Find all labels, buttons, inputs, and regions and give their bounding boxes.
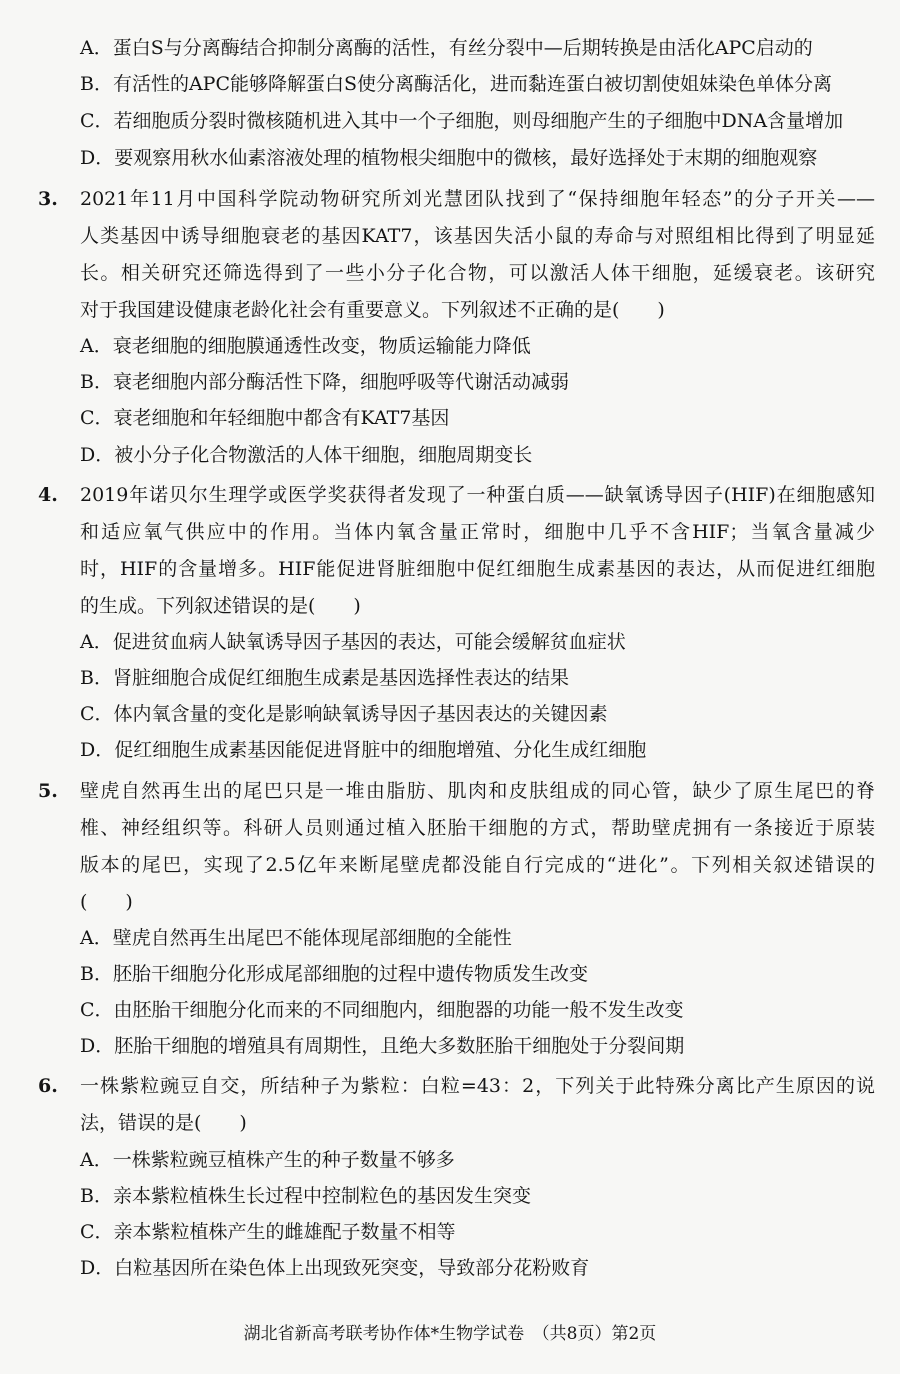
q4-option-a: A．促进贫血病人缺氧诱导因子基因的表达，可能会缓解贫血症状 xyxy=(80,631,626,653)
q6-option-a: A．一株紫粒豌豆植株产生的种子数量不够多 xyxy=(80,1149,455,1171)
q6-option-d: D．白粒基因所在染色体上出现致死突变，导致部分花粉败育 xyxy=(80,1257,590,1279)
q3-stem-line: 长。相关研究还筛选得到了一些小分子化合物，可以激活人体干细胞，延缓衰老。该研究 xyxy=(80,262,875,284)
question-number: 5. xyxy=(38,780,58,802)
q5-stem-line: ( ) xyxy=(80,891,133,913)
q3-option-b: B．衰老细胞内部分酶活性下降，细胞呼吸等代谢活动减弱 xyxy=(80,371,569,393)
prev-option-b: B．有活性的APC能够降解蛋白S使分离酶活化，进而黏连蛋白被切割使姐妹染色单体分离 xyxy=(80,73,833,95)
prev-option-a: A．蛋白S与分离酶结合抑制分离酶的活性，有丝分裂中—后期转换是由活化APC启动的 xyxy=(80,37,813,59)
q4-stem-line: 的生成。下列叙述错误的是( ) xyxy=(80,595,361,617)
q5-stem-line: 版本的尾巴，实现了2.5亿年来断尾壁虎都没能自行完成的“进化”。下列相关叙述错误的 xyxy=(80,854,875,876)
q5-stem-line: 椎、神经组织等。科研人员则通过植入胚胎干细胞的方式，帮助壁虎拥有一条接近于原装 xyxy=(80,817,875,839)
q4-option-c: C．体内氧含量的变化是影响缺氧诱导因子基因表达的关键因素 xyxy=(80,703,608,725)
q5-option-b: B．胚胎干细胞分化形成尾部细胞的过程中遗传物质发生改变 xyxy=(80,963,588,985)
page-footer: 湖北省新高考联考协作体*生物学试卷 （共8页）第2页 xyxy=(243,1324,657,1344)
q5-stem-line: 壁虎自然再生出的尾巴只是一堆由脂肪、肌肉和皮肤组成的同心管，缺少了原生尾巴的脊 xyxy=(80,780,875,802)
q3-option-a: A．衰老细胞的细胞膜通透性改变，物质运输能力降低 xyxy=(80,335,531,357)
q6-option-c: C．亲本紫粒植株产生的雌雄配子数量不相等 xyxy=(80,1221,456,1243)
q3-option-c: C．衰老细胞和年轻细胞中都含有KAT7基因 xyxy=(80,407,450,429)
question-number: 6. xyxy=(38,1075,58,1097)
q4-stem-line: 2019年诺贝尔生理学或医学奖获得者发现了一种蛋白质——缺氧诱导因子(HIF)在细胞感知 xyxy=(80,484,875,506)
q4-stem-line: 时，HIF的含量增多。HIF能促进肾脏细胞中促红细胞生成素基因的表达，从而促进红细胞 xyxy=(80,558,875,580)
q5-option-d: D．胚胎干细胞的增殖具有周期性，且绝大多数胚胎干细胞处于分裂间期 xyxy=(80,1035,685,1057)
q6-stem-line: 一株紫粒豌豆自交，所结种子为紫粒：白粒=43：2，下列关于此特殊分离比产生原因的说 xyxy=(80,1075,875,1097)
q3-option-d: D．被小分子化合物激活的人体干细胞，细胞周期变长 xyxy=(80,444,533,466)
q3-stem-line: 对于我国建设健康老龄化社会有重要意义。下列叙述不正确的是( ) xyxy=(80,299,665,321)
q3-stem-line: 2021年11月中国科学院动物研究所刘光慧团队找到了“保持细胞年轻态”的分子开关—— xyxy=(80,188,875,210)
q6-stem-line: 法，错误的是( ) xyxy=(80,1112,247,1134)
question-number: 4. xyxy=(38,484,58,506)
prev-option-c: C．若细胞质分裂时微核随机进入其中一个子细胞，则母细胞产生的子细胞中DNA含量增加 xyxy=(80,110,844,132)
q5-option-a: A．壁虎自然再生出尾巴不能体现尾部细胞的全能性 xyxy=(80,927,512,949)
q3-stem-line: 人类基因中诱导细胞衰老的基因KAT7，该基因失活小鼠的寿命与对照组相比得到了明显延 xyxy=(80,225,875,247)
q4-option-d: D．促红细胞生成素基因能促进肾脏中的细胞增殖、分化生成红细胞 xyxy=(80,739,647,761)
prev-option-d: D．要观察用秋水仙素溶液处理的植物根尖细胞中的微核，最好选择处于末期的细胞观察 xyxy=(80,147,818,169)
q4-stem-line: 和适应氧气供应中的作用。当体内氧含量正常时，细胞中几乎不含HIF；当氧含量减少 xyxy=(80,521,875,543)
q6-option-b: B．亲本紫粒植株生长过程中控制粒色的基因发生突变 xyxy=(80,1185,531,1207)
q4-option-b: B．肾脏细胞合成促红细胞生成素是基因选择性表达的结果 xyxy=(80,667,569,689)
question-number: 3. xyxy=(38,188,58,210)
q5-option-c: C．由胚胎干细胞分化而来的不同细胞内，细胞器的功能一般不发生改变 xyxy=(80,999,684,1021)
